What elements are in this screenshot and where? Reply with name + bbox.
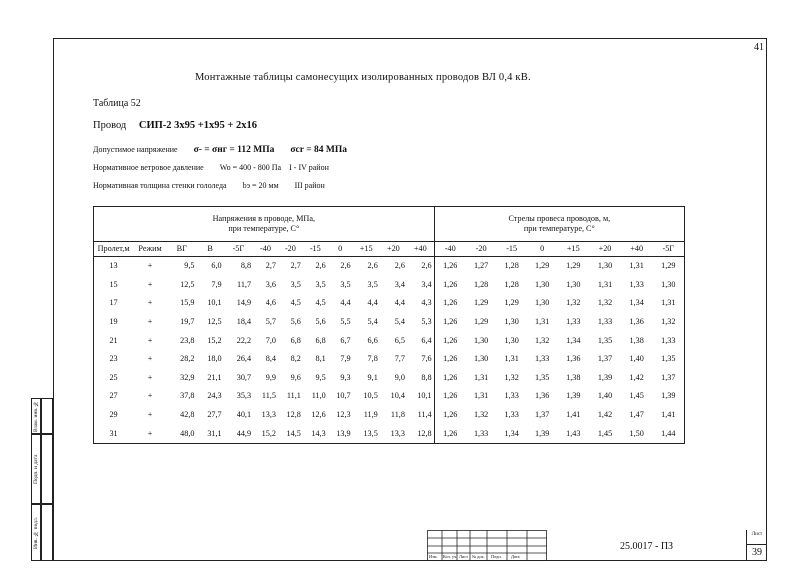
- table-cell: 5,7: [265, 316, 276, 326]
- table-cell: 1,35: [597, 335, 613, 345]
- table-cell: +: [147, 391, 153, 401]
- table-cell: 21,1: [207, 372, 222, 382]
- table-cell: 1,41: [653, 406, 685, 425]
- table-cell: 1,29: [473, 316, 489, 326]
- table-cell: 10,1: [417, 391, 432, 401]
- table-cell: 9,6: [290, 372, 301, 382]
- table-cell: 19,7: [180, 316, 195, 326]
- table-cell: 18,4: [236, 316, 252, 326]
- param-extra: III район: [294, 181, 325, 190]
- param-text: Допустимое напряжение: [93, 145, 178, 154]
- table-cell: 1,33: [597, 316, 613, 326]
- table-cell: 1,26: [434, 369, 466, 388]
- table-cell: 15: [94, 276, 134, 295]
- table-cell: 1,33: [504, 409, 519, 419]
- table-cell: 1,39: [566, 391, 581, 401]
- table-cell: 2,6: [394, 261, 405, 271]
- table-cell: 6,5: [394, 335, 405, 345]
- table-cell: 1,30: [535, 298, 550, 308]
- table-cell: 1,34: [566, 335, 581, 345]
- table-cell: 1,39: [527, 424, 558, 443]
- table-cell: 8,8: [421, 372, 432, 382]
- table-cell: 14,9: [236, 298, 252, 308]
- table-cell: 7,6: [421, 354, 432, 364]
- table-cell: +: [147, 279, 153, 289]
- table-cell: 1,29: [535, 261, 550, 271]
- table-cell: 12,8: [286, 409, 301, 419]
- param-text: Нормативное ветровое давление: [93, 163, 204, 172]
- table-cell: 1,31: [473, 391, 489, 401]
- sidebar-blank: [41, 398, 53, 434]
- table-cell: 1,33: [629, 279, 644, 289]
- mounting-table: [93, 206, 685, 444]
- table-cell: 24,3: [207, 391, 222, 401]
- table-cell: 48,0: [167, 424, 196, 443]
- table-cell: 4,4: [340, 298, 351, 308]
- table-cell: 1,40: [597, 391, 613, 401]
- table-cell: 15,2: [253, 424, 278, 443]
- column-header: +20: [589, 242, 621, 257]
- table-cell: 1,31: [535, 316, 550, 326]
- table-row: [94, 387, 685, 406]
- table-cell: 1,33: [653, 331, 685, 350]
- table-cell: 25: [94, 369, 134, 388]
- table-cell: 13: [94, 257, 134, 276]
- page-number-top: 41: [754, 42, 764, 53]
- table-cell: 1,39: [597, 372, 613, 382]
- table-cell: 1,33: [566, 316, 581, 326]
- table-cell: 13,5: [353, 424, 380, 443]
- wire-name: СИП-2 3х95 +1х95 + 2х16: [138, 120, 258, 131]
- table-cell: 7,8: [367, 354, 378, 364]
- table-cell: 9,3: [340, 372, 351, 382]
- table-cell: 10,4: [390, 391, 405, 401]
- column-header: +40: [407, 242, 434, 257]
- table-label: Таблица 52: [93, 98, 141, 109]
- table-cell: +: [147, 316, 153, 326]
- column-header: -40: [253, 242, 278, 257]
- table-cell: 1,32: [535, 335, 550, 345]
- column-header: +15: [557, 242, 589, 257]
- table-cell: +: [147, 335, 153, 345]
- table-row: [94, 257, 685, 276]
- table-cell: 1,38: [566, 372, 581, 382]
- group-sag-title: Стрелы провеса проводов, м,: [508, 213, 611, 223]
- table-cell: 1,28: [504, 279, 519, 289]
- table-cell: 7,0: [265, 335, 276, 345]
- table-cell: 21: [94, 331, 134, 350]
- table-cell: 11,9: [363, 409, 378, 419]
- table-cell: 19: [94, 313, 134, 332]
- group-sag-subtitle: при температуре, С°: [523, 224, 595, 233]
- title-block: [427, 530, 767, 561]
- column-header: +40: [621, 242, 653, 257]
- table-cell: 1,26: [434, 387, 466, 406]
- stamp-header-sign: Подп.: [491, 554, 502, 559]
- column-header: -5Г: [224, 242, 253, 257]
- table-cell: 1,33: [504, 391, 519, 401]
- param-extra: I - IV район: [289, 163, 329, 172]
- table-cell: 1,45: [589, 424, 621, 443]
- table-cell: 1,26: [434, 424, 466, 443]
- table-cell: 6,7: [340, 335, 351, 345]
- param-wind-pressure: [93, 163, 329, 172]
- table-cell: 6,0: [211, 261, 222, 271]
- table-cell: 28,2: [180, 354, 195, 364]
- table-cell: 4,6: [265, 298, 276, 308]
- table-row: [94, 424, 685, 443]
- table-cell: 4,5: [290, 298, 301, 308]
- table-cell: 6,6: [367, 335, 378, 345]
- table-cell: 2,6: [340, 261, 351, 271]
- table-cell: 1,42: [629, 372, 644, 382]
- param-ice-thickness: [93, 181, 325, 190]
- group-tension-title: Напряжения в проводе, МПа,: [212, 213, 315, 223]
- table-cell: 1,33: [466, 424, 497, 443]
- table-cell: 4,4: [394, 298, 405, 308]
- group-tension-subtitle: при температуре, С°: [228, 224, 300, 233]
- table-cell: 5,3: [421, 316, 432, 326]
- table-cell: 2,6: [367, 261, 378, 271]
- table-cell: 11,1: [286, 391, 301, 401]
- table-cell: 6,8: [315, 335, 326, 345]
- table-cell: 1,27: [473, 261, 489, 271]
- table-cell: 8,8: [240, 261, 252, 271]
- param-value: Wo = 400 - 800 Па: [219, 163, 282, 172]
- table-cell: 9,5: [184, 261, 195, 271]
- table-cell: 11,5: [261, 391, 276, 401]
- table-cell: 1,34: [629, 298, 644, 308]
- table-cell: 3,5: [290, 279, 301, 289]
- table-cell: 30,7: [236, 372, 252, 382]
- column-header: -15: [496, 242, 527, 257]
- stamp-header-doc: № док.: [472, 554, 485, 559]
- table-cell: 8,2: [290, 354, 301, 364]
- table-cell: 5,4: [394, 316, 405, 326]
- table-cell: 18,0: [207, 354, 222, 364]
- table-cell: 1,41: [566, 409, 581, 419]
- sidebar-blank: [41, 504, 53, 561]
- sidebar-blank: [41, 434, 53, 504]
- table-cell: 13,3: [380, 424, 407, 443]
- table-cell: 7,9: [340, 354, 351, 364]
- table-cell: 1,36: [566, 354, 581, 364]
- table-cell: 11,4: [417, 409, 432, 419]
- stamp-header-count: Кол. уч.: [443, 554, 458, 559]
- table-cell: 1,26: [434, 313, 466, 332]
- table-cell: 1,32: [473, 409, 489, 419]
- table-cell: +: [147, 409, 153, 419]
- table-cell: 1,31: [653, 294, 685, 313]
- table-cell: 3,5: [340, 279, 351, 289]
- table-cell: 1,30: [473, 335, 489, 345]
- wire-label: Провод: [93, 120, 127, 131]
- table-cell: 1,29: [566, 261, 581, 271]
- table-cell: 1,30: [566, 279, 581, 289]
- table-cell: 26,4: [236, 354, 252, 364]
- table-cell: 3,6: [265, 279, 276, 289]
- document-code: 25.0017 - ПЗ: [620, 541, 674, 552]
- column-header: Пролет,м: [94, 242, 134, 257]
- table-cell: 9,9: [265, 372, 276, 382]
- table-cell: 1,31: [473, 372, 489, 382]
- table-cell: 3,4: [421, 279, 432, 289]
- table-cell: 5,5: [340, 316, 351, 326]
- table-cell: 14,3: [303, 424, 328, 443]
- table-cell: 15,9: [180, 298, 195, 308]
- table-cell: 1,26: [434, 350, 466, 369]
- param-text: Нормативная толщина стенки гололеда: [93, 181, 227, 190]
- table-cell: 1,26: [434, 294, 466, 313]
- param-value: bэ = 20 мм: [242, 181, 279, 190]
- table-cell: 32,9: [180, 372, 195, 382]
- table-cell: 1,33: [535, 354, 550, 364]
- table-cell: 3,4: [394, 279, 405, 289]
- table-cell: 17: [94, 294, 134, 313]
- table-cell: 1,37: [653, 369, 685, 388]
- table-cell: 15,2: [207, 335, 222, 345]
- table-cell: 12,8: [407, 424, 434, 443]
- table-cell: 1,47: [629, 409, 644, 419]
- table-row: [94, 369, 685, 388]
- table-cell: 3,5: [367, 279, 378, 289]
- sidebar-signature-date: Подп. и дата: [31, 434, 41, 504]
- table-cell: 1,32: [597, 298, 613, 308]
- table-cell: 10,5: [363, 391, 378, 401]
- table-cell: 1,31: [504, 354, 519, 364]
- table-cell: 1,37: [597, 354, 613, 364]
- table-cell: 1,31: [597, 279, 613, 289]
- column-header: -20: [278, 242, 303, 257]
- table-row: [94, 276, 685, 295]
- table-cell: 1,30: [597, 261, 613, 271]
- table-cell: +: [147, 298, 153, 308]
- table-cell: 8,1: [315, 354, 326, 364]
- table-cell: 1,32: [504, 372, 519, 382]
- table-cell: 44,9: [224, 424, 253, 443]
- table-cell: +: [133, 424, 167, 443]
- table-row: [94, 406, 685, 425]
- table-cell: 12,3: [336, 409, 351, 419]
- table-cell: 1,30: [504, 316, 519, 326]
- table-cell: 14,5: [278, 424, 303, 443]
- table-cell: 1,30: [473, 354, 489, 364]
- stamp-header-change: Изм.: [429, 554, 438, 559]
- table-cell: 6,8: [290, 335, 301, 345]
- column-header: -40: [434, 242, 466, 257]
- table-cell: 12,5: [207, 316, 222, 326]
- table-cell: 31: [94, 424, 134, 443]
- table-cell: 2,7: [290, 261, 301, 271]
- table-cell: 13,9: [328, 424, 353, 443]
- table-cell: 22,2: [236, 335, 252, 345]
- sidebar-replace-inv: Взам. инв. №: [31, 398, 41, 434]
- table-cell: 1,26: [434, 331, 466, 350]
- table-cell: 1,35: [653, 350, 685, 369]
- table-cell: 23,8: [180, 335, 195, 345]
- document-title: Монтажные таблицы самонесущих изолированных проводов ВЛ 0,4 кВ.: [195, 72, 531, 83]
- table-cell: 2,6: [315, 261, 326, 271]
- table-cell: 1,44: [653, 424, 685, 443]
- table-cell: 1,31: [629, 261, 644, 271]
- column-header: ВГ: [167, 242, 196, 257]
- table-cell: 42,8: [180, 409, 195, 419]
- table-cell: 12,5: [180, 279, 195, 289]
- table-cell: 1,29: [473, 298, 489, 308]
- table-row: [94, 350, 685, 369]
- table-cell: 1,30: [653, 276, 685, 295]
- sheet-label: Лист: [751, 532, 763, 537]
- column-header: 0: [527, 242, 558, 257]
- table-cell: 37,8: [180, 391, 195, 401]
- table-cell: 10,7: [336, 391, 351, 401]
- table-cell: 11,0: [311, 391, 326, 401]
- stamp-header-date: Дата: [511, 554, 520, 559]
- table-cell: +: [147, 354, 153, 364]
- table-cell: 5,4: [367, 316, 378, 326]
- table-cell: 31,1: [196, 424, 223, 443]
- table-cell: 9,5: [315, 372, 326, 382]
- table-cell: 1,32: [653, 313, 685, 332]
- table-cell: 4,5: [315, 298, 326, 308]
- table-cell: +: [147, 261, 153, 271]
- table-cell: 1,28: [473, 279, 489, 289]
- table-cell: 1,28: [504, 261, 519, 271]
- table-cell: 1,43: [557, 424, 589, 443]
- column-header: Режим: [133, 242, 167, 257]
- table-cell: 1,34: [496, 424, 527, 443]
- table-cell: 9,1: [367, 372, 378, 382]
- table-cell: 1,29: [504, 298, 519, 308]
- stamp-header-sheet: Лист: [459, 554, 468, 559]
- table-cell: 1,30: [535, 279, 550, 289]
- column-header: -5Г: [653, 242, 685, 257]
- table-cell: 11,7: [237, 279, 252, 289]
- param-allowable-stress: [93, 145, 347, 155]
- param-extra: σcr = 84 МПа: [290, 145, 347, 155]
- table-row: [94, 313, 685, 332]
- table-cell: 1,26: [434, 276, 466, 295]
- table-row: [94, 294, 685, 313]
- left-sidebar-stamp: [31, 398, 53, 561]
- column-header: +20: [380, 242, 407, 257]
- group-tension-header: [94, 207, 435, 242]
- table-cell: 27: [94, 387, 134, 406]
- table-cell: 1,32: [566, 298, 581, 308]
- table-cell: 9,0: [394, 372, 405, 382]
- column-header: В: [196, 242, 223, 257]
- table-cell: 4,3: [421, 298, 432, 308]
- sheet-number: 39: [747, 544, 767, 558]
- table-cell: 35,3: [236, 391, 252, 401]
- table-cell: 13,3: [261, 409, 276, 419]
- table-cell: 1,36: [535, 391, 550, 401]
- table-cell: 1,50: [621, 424, 653, 443]
- table-cell: 2,6: [421, 261, 432, 271]
- param-value: σ- = σнг = 112 МПа: [193, 145, 275, 155]
- table-cell: 10,1: [207, 298, 222, 308]
- table-cell: 1,45: [629, 391, 644, 401]
- table-row: [94, 331, 685, 350]
- table-cell: 1,35: [535, 372, 550, 382]
- table-cell: 1,36: [629, 316, 644, 326]
- table-cell: 1,40: [629, 354, 644, 364]
- table-cell: 1,38: [629, 335, 644, 345]
- table-cell: 1,37: [535, 409, 550, 419]
- table-cell: 8,4: [265, 354, 276, 364]
- table-cell: 23: [94, 350, 134, 369]
- table-cell: 2,7: [265, 261, 276, 271]
- column-header: -15: [303, 242, 328, 257]
- column-header: 0: [328, 242, 353, 257]
- table-cell: 1,26: [434, 257, 466, 276]
- table-cell: 7,9: [211, 279, 222, 289]
- table-cell: 3,5: [315, 279, 326, 289]
- column-header-row: [94, 242, 685, 257]
- sidebar-original-inv: Инв. № подл.: [31, 504, 41, 561]
- table-cell: 12,6: [311, 409, 326, 419]
- table-cell: 29: [94, 406, 134, 425]
- column-header: +15: [353, 242, 380, 257]
- table-cell: 1,26: [434, 406, 466, 425]
- table-cell: 1,42: [597, 409, 613, 419]
- table-cell: 7,7: [394, 354, 405, 364]
- table-cell: 4,4: [367, 298, 378, 308]
- table-cell: 1,30: [504, 335, 519, 345]
- table-cell: 6,4: [421, 335, 432, 345]
- table-cell: 27,7: [207, 409, 222, 419]
- table-body: [94, 257, 685, 444]
- column-header: -20: [466, 242, 497, 257]
- sheet-box: [746, 530, 767, 561]
- table-cell: 1,39: [653, 387, 685, 406]
- table-cell: 5,6: [290, 316, 301, 326]
- table-cell: +: [147, 372, 153, 382]
- table-cell: 1,29: [653, 257, 685, 276]
- group-sag-header: [434, 207, 684, 242]
- table-cell: 5,6: [315, 316, 326, 326]
- wire-spec: [93, 120, 257, 131]
- table-cell: 40,1: [236, 409, 252, 419]
- table-cell: 11,8: [390, 409, 405, 419]
